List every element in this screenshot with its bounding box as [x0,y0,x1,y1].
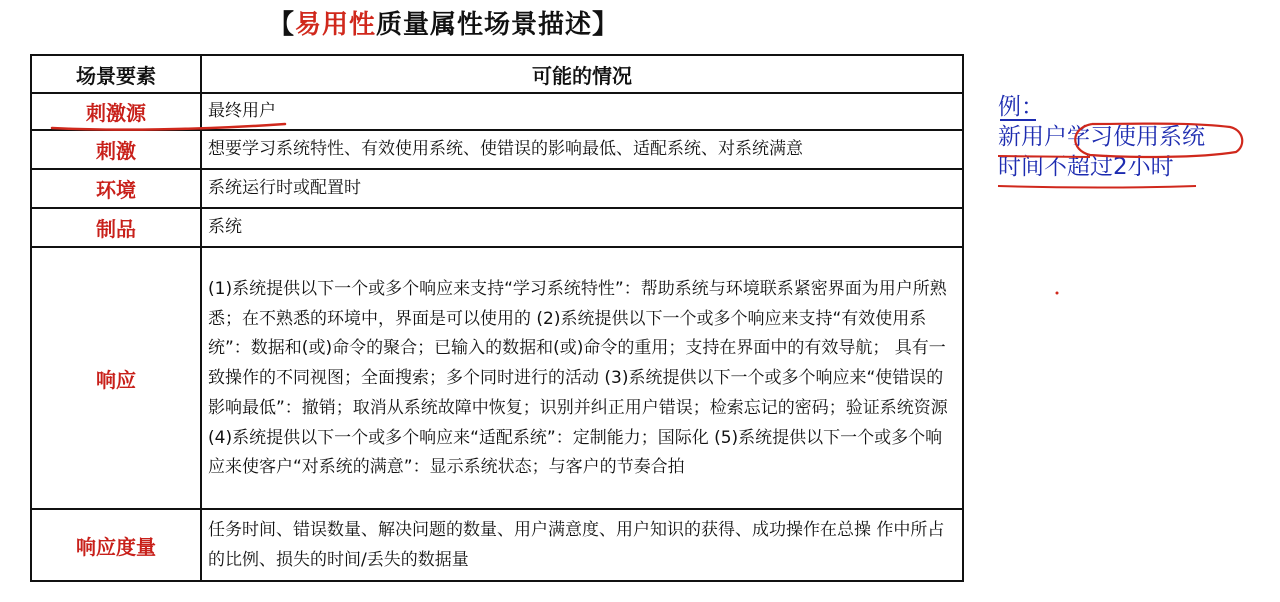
row-value: 任务时间、错误数量、解决问题的数量、用户满意度、用户知识的获得、成功操作在总操 作中所占的比例、损失的时间/丢失的数据量 [201,509,963,581]
row-value: 最终用户 [201,93,963,130]
row-element: 刺激 [31,130,201,169]
title-prefix: 【 [268,10,296,40]
stray-pen-dot [1056,292,1059,295]
note-label: 例： [998,94,1044,120]
header-element: 场景要素 [31,55,201,93]
row-value: (1)系统提供以下一个或多个响应来支持“学习系统特性”：帮助系统与环境联系紧密界面为用户所熟悉；在不熟悉的环境中，界面是可以使用的 (2)系统提供以下一个或多个响应来支持“有效使用系统”：数据和(或)命令的聚合；已输入的数据和(或)命令的重用；支持在界面中的有效导航； 具有一致操作的不同视图；全面搜索；多个同时进行的活动 (3)系统提供以下一个或多个响应来“使错误的影响最低”：撤销；取消从系统故障中恢复；识别并纠正用户错误；检索忘记的密码；验证系统资源 (4)系统提供以下一个或多个响应来“适配系统”：定制能力；国际化 (5)系统提供以下一个或多个响应来使客户“对系统的满意”：显示系统状态；与客户的节奏合拍 [201,247,963,509]
row-element: 响应 [31,247,201,509]
row-element: 刺激源 [31,93,201,130]
note-line-1-underline [998,156,1090,157]
note-line-1: 新用户学习使用系统 [998,124,1205,150]
row-element: 制品 [31,208,201,247]
title-highlight: 易用性 [295,10,377,40]
row-value: 系统 [201,208,963,247]
header-possible-values: 可能的情况 [201,55,963,93]
row-element: 响应度量 [31,509,201,581]
learning-circle-mark [1075,124,1242,157]
note-line-2-underline [998,186,1196,188]
row-element: 环境 [31,169,201,208]
row-value: 系统运行时或配置时 [201,169,963,208]
row-value: 想要学习系统特性、有效使用系统、使错误的影响最低、适配系统、对系统满意 [201,130,963,169]
title-suffix: 质量属性场景描述】 [376,10,620,40]
stimulus-source-underline [52,124,285,130]
note-line-2: 时间不超过2小时 [998,154,1174,180]
